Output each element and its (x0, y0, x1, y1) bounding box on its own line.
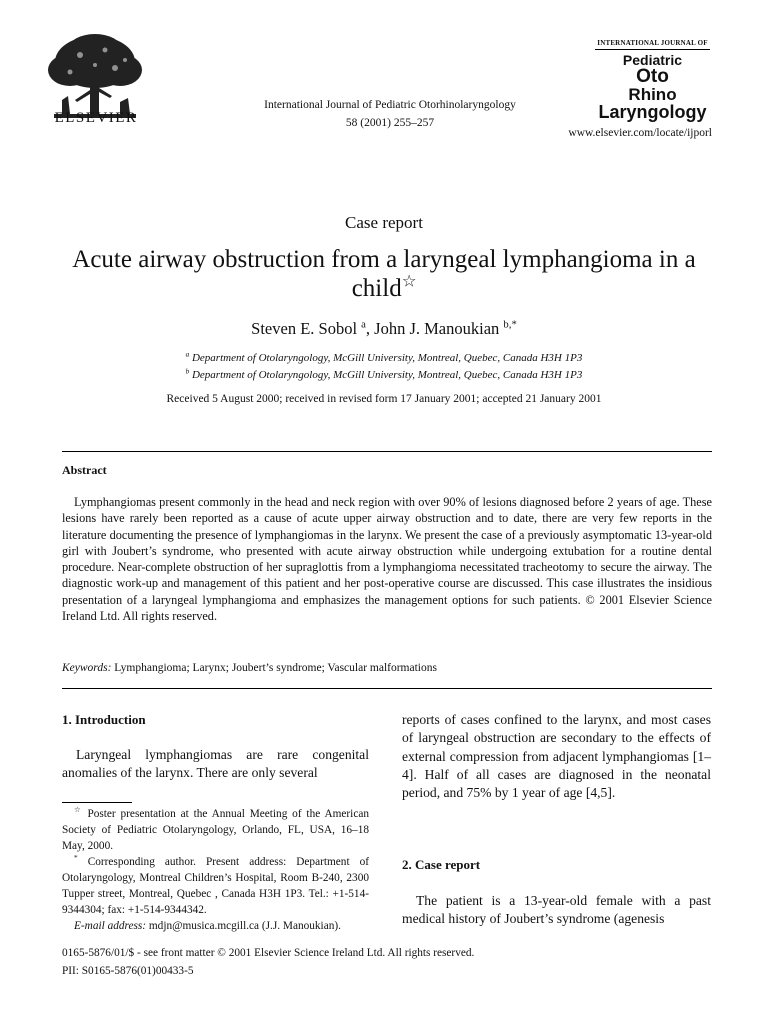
footnote-corresponding (62, 854, 369, 918)
footnote-divider (62, 802, 132, 803)
divider (62, 688, 712, 689)
footnote-mark: * (74, 853, 78, 863)
footnote-email (62, 918, 369, 934)
journal-logo-line4: Rhino (628, 85, 677, 104)
publisher-name: ELSEVIER (54, 110, 138, 126)
abstract-heading: Abstract (62, 463, 107, 477)
article-title-text: Acute airway obstruction from a laryngeal lymphangioma in a child (72, 246, 696, 302)
author-name: John J. Manoukian (374, 319, 500, 338)
corresponding-mark: * (511, 318, 517, 331)
footnote-text: Corresponding author. Present address: Department of Otolaryngology, Montreal Children’s Hospital, Room B-240, 2300 Tupper street, Montreal, Quebec , Canada H3H 1P3. Tel.: +1-514-9344304; fax: +1-514-9344342. (62, 856, 370, 916)
journal-logo (595, 40, 710, 121)
affiliation-mark-letter: b, (503, 318, 512, 331)
affiliation-mark[interactable] (503, 319, 516, 331)
affiliations (0, 350, 768, 384)
affiliation-label: b (185, 367, 190, 376)
affiliation-label: a (185, 350, 190, 359)
affiliation-mark[interactable]: a (361, 318, 366, 331)
introduction-paragraph: Laryngeal lymphangiomas are rare congenital anomalies of the larynx. There are only several (62, 747, 369, 781)
author-list (0, 319, 768, 339)
title-footnote-mark[interactable]: ☆ (401, 272, 417, 291)
introduction-continued: reports of cases confined to the larynx, and most cases of laryngeal obstruction are secondary to the effects of external compression from adjacent lymphangiomas [1–4]. Half of all cases are diagnosed in the neonatal period, and 75% by 1 year of age [4,5]. (402, 712, 711, 801)
journal-url[interactable]: www.elsevier.com/locate/ijporl (568, 127, 712, 139)
email-address[interactable]: mdjn@musica.mcgill.ca (J.J. Manoukian). (148, 920, 341, 932)
journal-logo-line3: Oto (636, 66, 669, 87)
journal-logo-line2: Pediatric (622, 52, 683, 68)
author-name: Steven E. Sobol (251, 319, 358, 338)
journal-header (190, 96, 590, 132)
volume-info: 58 (2001) 255–257 (345, 117, 435, 129)
keywords-list: Lymphangioma; Larynx; Joubert’s syndrome; Vascular malformations (114, 662, 437, 674)
footnote-text: Poster presentation at the Annual Meeting of the American Society of Pediatric Otolaryngology, Orlando, FL, USA, 16–18 May, 2000. (62, 808, 369, 852)
article-type: Case report (345, 213, 423, 232)
affiliation-text: Department of Otolaryngology, McGill University, Montreal, Quebec, Canada H3H 1P3 (191, 369, 583, 381)
keywords (62, 662, 712, 674)
article-dates: Received 5 August 2000; received in revised form 17 January 2001; accepted 21 January 2001 (166, 393, 602, 405)
affiliation-b (0, 367, 768, 384)
footnote-mark: ☆ (74, 805, 83, 815)
journal-name: International Journal of Pediatric Otorhinolaryngology (264, 99, 516, 111)
article-title (50, 245, 718, 303)
pii: PII: S0165-5876(01)00433-5 (62, 965, 194, 977)
case-report-paragraph: The patient is a 13-year-old female with a past medical history of Joubert’s syndrome (agenesis (402, 893, 711, 927)
author-separator: , (365, 319, 375, 338)
keywords-label: Keywords: (62, 662, 112, 674)
divider (62, 451, 712, 452)
affiliation-text: Department of Otolaryngology, McGill University, Montreal, Quebec, Canada H3H 1P3 (191, 352, 583, 364)
email-label: E-mail address: (74, 920, 147, 932)
footnotes (62, 806, 369, 934)
journal-logo-line5: Laryngology (598, 102, 707, 122)
abstract-text: Lymphangiomas present commonly in the head and neck region with over 90% of lesions diagnosed before 2 years of age. These lesions have rarely been reported as a cause of acute upper airway obstruction and to date, there are very few reports in the literature documenting the presence of lymphangiomas in the larynx. We present the case of a previously asymptomatic 13-year-old girl with Joubert’s syndrome, who presented with acute airway obstruction while undergoing extubation for a routine dental procedure. Near-complete obstruction of her supraglottis from a lymphangioma necessitated tracheotomy to secure the airway. The diagnostic work-up and management of this patient and her post-operative course are discussed. This case illustrates the insidious presentation of a laryngeal lymphangioma and emphasizes the management options for such patients. © 2001 Elsevier Science Ireland Ltd. All rights reserved. (62, 495, 712, 624)
section-heading-case-report: 2. Case report (402, 857, 481, 872)
affiliation-a (0, 350, 768, 367)
issn-line: 0165-5876/01/$ - see front matter © 2001 Elsevier Science Ireland Ltd. All rights reserved. (62, 947, 475, 959)
journal-logo-line1: INTERNATIONAL JOURNAL OF (595, 40, 710, 50)
section-heading-introduction: 1. Introduction (62, 712, 146, 727)
footnote-presentation (62, 806, 369, 854)
